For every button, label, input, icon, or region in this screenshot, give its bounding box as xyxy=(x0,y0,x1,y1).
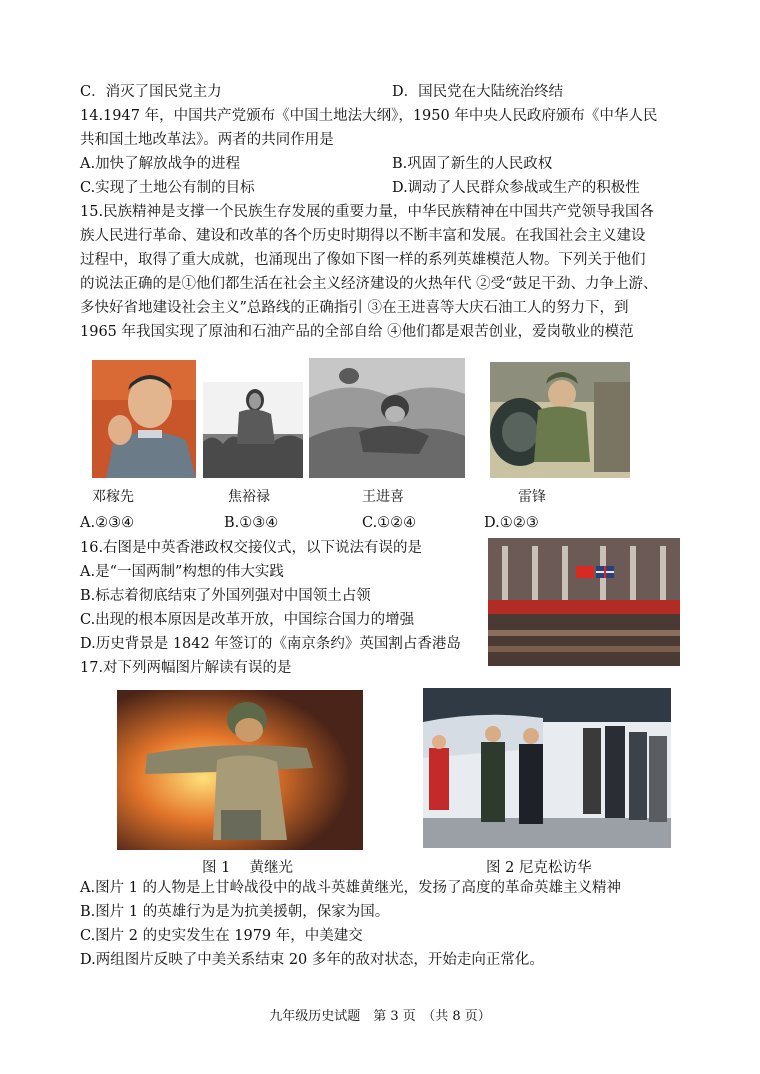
photo-hongkong-handover xyxy=(488,538,680,666)
q16-option-d: D.历史背景是 1842 年签订的《南京条约》英国割占香港岛 xyxy=(80,636,461,652)
q16-option-b: B.标志着彻底结束了外国列强对中国领土占领 xyxy=(80,588,371,604)
caption-jiao-yulu: 焦裕禄 xyxy=(228,489,270,505)
q13-option-c: C．消灭了国民党主力 xyxy=(80,84,222,100)
q14-stem-line2: 共和国土地改革法》。两者的共同作用是 xyxy=(80,132,334,148)
q15-stem-line: 的说法正确的是①他们都生活在社会主义经济建设的火热年代 ②受“鼓足干劲、力争上游、 xyxy=(80,276,658,292)
caption-lei-feng: 雷锋 xyxy=(518,489,546,505)
caption-wang-jinxi: 王进喜 xyxy=(362,489,404,505)
q17-stem: 17.对下列两幅图片解读有误的是 xyxy=(80,660,292,676)
q16-option-a: A.是“一国两制”构想的伟大实践 xyxy=(80,564,284,580)
q15-option-b: B.①③④ xyxy=(224,515,279,531)
photo-nixon-visit xyxy=(423,688,671,848)
q17-option-c: C.图片 2 的史实发生在 1979 年，中美建交 xyxy=(80,928,363,944)
q15-option-a: A.②③④ xyxy=(80,515,135,531)
q17-option-a: A.图片 1 的人物是上甘岭战役中的战斗英雄黄继光，发扬了高度的革命英雄主义精神 xyxy=(80,880,622,896)
q16-stem: 16.右图是中英香港政权交接仪式，以下说法有误的是 xyxy=(80,540,423,556)
q14-option-b: B.巩固了新生的人民政权 xyxy=(392,156,553,172)
q15-option-c: C.①②④ xyxy=(362,515,417,531)
photo-jiao-yulu xyxy=(203,382,303,478)
caption-figure-1: 图 1 黄继光 xyxy=(202,860,293,876)
q14-option-a: A.加快了解放战争的进程 xyxy=(80,156,241,172)
q16-option-c: C.出现的根本原因是改革开放，中国综合国力的增强 xyxy=(80,612,415,628)
q15-stem-line: 族人民进行革命、建设和改革的各个历史时期得以不断丰富和发展。在我国社会主义建设 xyxy=(80,228,646,244)
q14-option-c: C.实现了土地公有制的目标 xyxy=(80,180,255,196)
q14-stem-line1: 14.1947 年，中国共产党颁布《中国土地法大纲》，1950 年中央人民政府颁布《中华人民 xyxy=(80,108,658,124)
q15-stem-line: 1965 年我国实现了原油和石油产品的全部自给 ④他们都是艰苦创业，爱岗敬业的模范 xyxy=(80,324,634,340)
q17-option-d: D.两组图片反映了中美关系结束 20 多年的敌对状态，开始走向正常化。 xyxy=(80,952,544,968)
q15-stem-line: 过程中，取得了重大成就，也涌现出了像如下图一样的系列英雄模范人物。下列关于他们 xyxy=(80,252,646,268)
q15-stem-line: 多快好省地建设社会主义”总路线的正确指引 ③在王进喜等大庆石油工人的努力下，到 xyxy=(80,300,629,316)
q13-option-d: D．国民党在大陆统治终结 xyxy=(392,84,564,100)
photo-deng-jiaxian xyxy=(92,360,196,478)
caption-deng-jiaxian: 邓稼先 xyxy=(92,489,134,505)
page-footer: 九年级历史试题 第 3 页 （共 8 页） xyxy=(269,1009,491,1024)
photo-lei-feng xyxy=(490,362,630,478)
q14-option-d: D.调动了人民群众参战或生产的积极性 xyxy=(392,180,640,196)
q15-option-d: D.①②③ xyxy=(484,515,539,531)
caption-figure-2: 图 2 尼克松访华 xyxy=(486,860,592,876)
photo-wang-jinxi xyxy=(309,358,465,478)
q17-option-b: B.图片 1 的英雄行为是为抗美援朝，保家为国。 xyxy=(80,904,390,920)
photo-huang-jiguang xyxy=(117,690,363,850)
q15-stem-line: 15.民族精神是支撑一个民族生存发展的重要力量，中华民族精神在中国共产党领导我国各 xyxy=(80,204,655,220)
